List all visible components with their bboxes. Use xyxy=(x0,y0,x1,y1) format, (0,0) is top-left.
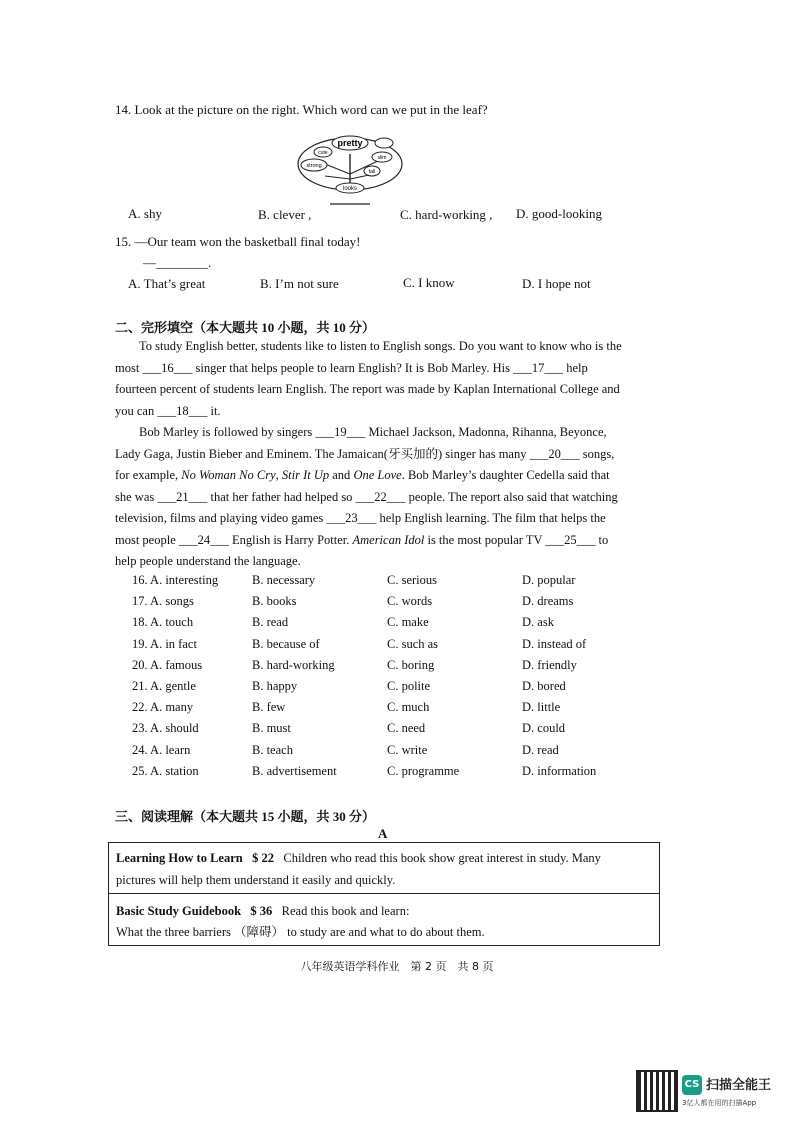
choice-16-c[interactable]: C. serious xyxy=(387,573,437,587)
choice-16-d[interactable]: D. popular xyxy=(522,573,576,587)
choice-22-b[interactable]: B. few xyxy=(252,700,286,715)
tree-word-strong: strong xyxy=(306,163,322,169)
choice-24-d[interactable]: D. read xyxy=(522,742,559,757)
q15-stem: 15. —Our team won the basketball final today! xyxy=(115,234,361,249)
choice-17-b[interactable]: B. books xyxy=(252,594,297,609)
passage-line-9: television, films and playing video games ___23___ help English learning. The film that helps the xyxy=(115,511,606,525)
book-ad-box xyxy=(108,842,660,946)
word-tree-illustration xyxy=(290,124,410,210)
choice-24-c[interactable]: C. write xyxy=(387,742,428,757)
passage-line-1: To study English better, students like to listen to English songs. Do you want to know who is the xyxy=(139,339,622,353)
scanner-app-name: 扫描全能王 xyxy=(706,1078,772,1093)
choice-25-d[interactable]: D. information xyxy=(522,763,597,778)
q14-option-a[interactable]: A. shy xyxy=(128,206,162,221)
book2-desc-1: Read this book and learn: xyxy=(281,904,410,918)
book1-price: $ 22 xyxy=(252,851,274,865)
q15-option-b[interactable]: B. I’m not sure xyxy=(260,276,339,291)
choice-24-a[interactable]: 24. A. learn xyxy=(132,742,191,757)
book1-desc-2: pictures will help them understand it easily and quickly. xyxy=(116,873,396,887)
tree-word-tall: tall xyxy=(368,169,376,175)
choice-21-a[interactable]: 21. A. gentle xyxy=(132,679,196,693)
box-divider xyxy=(109,893,659,894)
tree-word-pretty: pretty xyxy=(337,138,363,148)
song-title-1: No Woman No Cry xyxy=(181,468,276,482)
choice-18-d[interactable]: D. ask xyxy=(522,615,554,630)
choice-20-c[interactable]: C. boring xyxy=(387,657,435,672)
q15-option-d[interactable]: D. I hope not xyxy=(522,276,591,291)
section3-heading: 三、阅读理解（本大题共 15 小题，共 30 分） xyxy=(115,809,376,824)
qr-code-icon xyxy=(636,1070,678,1112)
passage-line-3: fourteen percent of students learn English. The report was made by Kaplan International College and xyxy=(115,382,620,396)
scanner-app-tagline: 3亿人都在用的扫描App xyxy=(682,1099,757,1107)
passage-line-2: most ___16___ singer that helps people to learn English? It is Bob Marley. His ___17___ help xyxy=(115,360,588,375)
choice-21-d[interactable]: D. bored xyxy=(522,679,566,693)
choice-19-d[interactable]: D. instead of xyxy=(522,636,587,651)
choice-16-b[interactable]: B. necessary xyxy=(252,573,316,587)
passage-line-7: for example, No Woman No Cry, Stir It Up and One Love. Bob Marley’s daughter Cedella said that xyxy=(115,468,610,482)
choice-22-c[interactable]: C. much xyxy=(387,700,430,715)
choice-22-a[interactable]: 22. A. many xyxy=(132,700,194,715)
passage-line-5: Bob Marley is followed by singers ___19___ Michael Jackson, Madonna, Rihanna, Beyonce, xyxy=(139,425,607,439)
choice-20-a[interactable]: 20. A. famous xyxy=(132,657,203,672)
song-title-2: Stir It Up xyxy=(281,468,330,482)
section3-part-label: A xyxy=(378,826,388,841)
q14-option-d[interactable]: D. good-looking xyxy=(516,206,602,221)
passage-line-4: you can ___18___ it. xyxy=(115,403,221,418)
book2-title: Basic Study Guidebook xyxy=(116,904,242,918)
choice-21-c[interactable]: C. polite xyxy=(387,679,431,693)
choice-17-d[interactable]: D. dreams xyxy=(522,594,574,609)
section2-heading: 二、完形填空（本大题共 10 小题，共 10 分） xyxy=(115,320,376,335)
choice-25-a[interactable]: 25. A. station xyxy=(132,763,199,778)
song-title-3: One Love xyxy=(353,468,402,482)
camscanner-logo-icon: CS xyxy=(682,1075,702,1095)
choice-17-c[interactable]: C. words xyxy=(387,594,433,609)
book1-desc-1: Children who read this book show great interest in study. Many xyxy=(283,851,601,865)
q15-answer-line: —________. xyxy=(143,255,212,270)
choice-20-d[interactable]: D. friendly xyxy=(522,657,577,672)
choice-19-a[interactable]: 19. A. in fact xyxy=(132,636,197,651)
choice-16-a[interactable]: 16. A. interesting xyxy=(132,573,219,587)
choice-19-b[interactable]: B. because of xyxy=(252,636,320,651)
choice-17-a[interactable]: 17. A. songs xyxy=(132,594,194,609)
book1-title: Learning How to Learn xyxy=(116,851,243,865)
choice-20-b[interactable]: B. hard-working xyxy=(252,657,335,672)
tree-word-looks: looks xyxy=(342,186,358,192)
choice-24-b[interactable]: B. teach xyxy=(252,742,293,757)
book1-row xyxy=(116,848,666,869)
passage-line-8: she was ___21___ that her father had helped so ___22___ people. The report also said that watching xyxy=(115,489,618,504)
q14-option-b[interactable]: B. clever , xyxy=(258,207,312,222)
choice-18-b[interactable]: B. read xyxy=(252,615,289,630)
choice-25-b[interactable]: B. advertisement xyxy=(252,763,337,778)
choice-23-c[interactable]: C. need xyxy=(387,721,426,736)
tree-word-cute: cute xyxy=(318,150,328,156)
choice-21-b[interactable]: B. happy xyxy=(252,679,298,693)
choice-23-b[interactable]: B. must xyxy=(252,721,291,736)
cloze-passage xyxy=(115,336,660,573)
passage-line-11: help people understand the language. xyxy=(115,554,301,568)
book2-desc-2: What the three barriers （障碍） to study are and what to do about them. xyxy=(116,925,485,939)
tree-word-slim: slim xyxy=(377,155,387,161)
choice-18-a[interactable]: 18. A. touch xyxy=(132,615,194,630)
q14-stem: 14. Look at the picture on the right. Which word can we put in the leaf? xyxy=(115,102,488,117)
passage-line-6: Lady Gaga, Justin Bieber and Eminem. The Jamaican(牙买加的) singer has many ___20___ songs, xyxy=(115,446,615,461)
q15-option-c[interactable]: C. I know xyxy=(403,275,455,290)
q14-option-c[interactable]: C. hard-working , xyxy=(400,207,493,222)
choice-22-d[interactable]: D. little xyxy=(522,700,561,715)
tv-show-title: American Idol xyxy=(352,532,425,547)
choice-19-c[interactable]: C. such as xyxy=(387,636,439,651)
choice-23-a[interactable]: 23. A. should xyxy=(132,721,199,736)
book2-row xyxy=(116,901,666,922)
choice-23-d[interactable]: D. could xyxy=(522,721,566,736)
page-footer: 八年级英语学科作业 第 2 页 共 8 页 xyxy=(300,960,494,973)
choice-25-c[interactable]: C. programme xyxy=(387,763,460,778)
book2-price: $ 36 xyxy=(250,904,273,918)
passage-line-10: most people ___24___ English is Harry Potter. American Idol is the most popular TV ___25___ to xyxy=(115,532,609,547)
choice-18-c[interactable]: C. make xyxy=(387,615,429,630)
q15-option-a[interactable]: A. That’s great xyxy=(128,276,206,291)
